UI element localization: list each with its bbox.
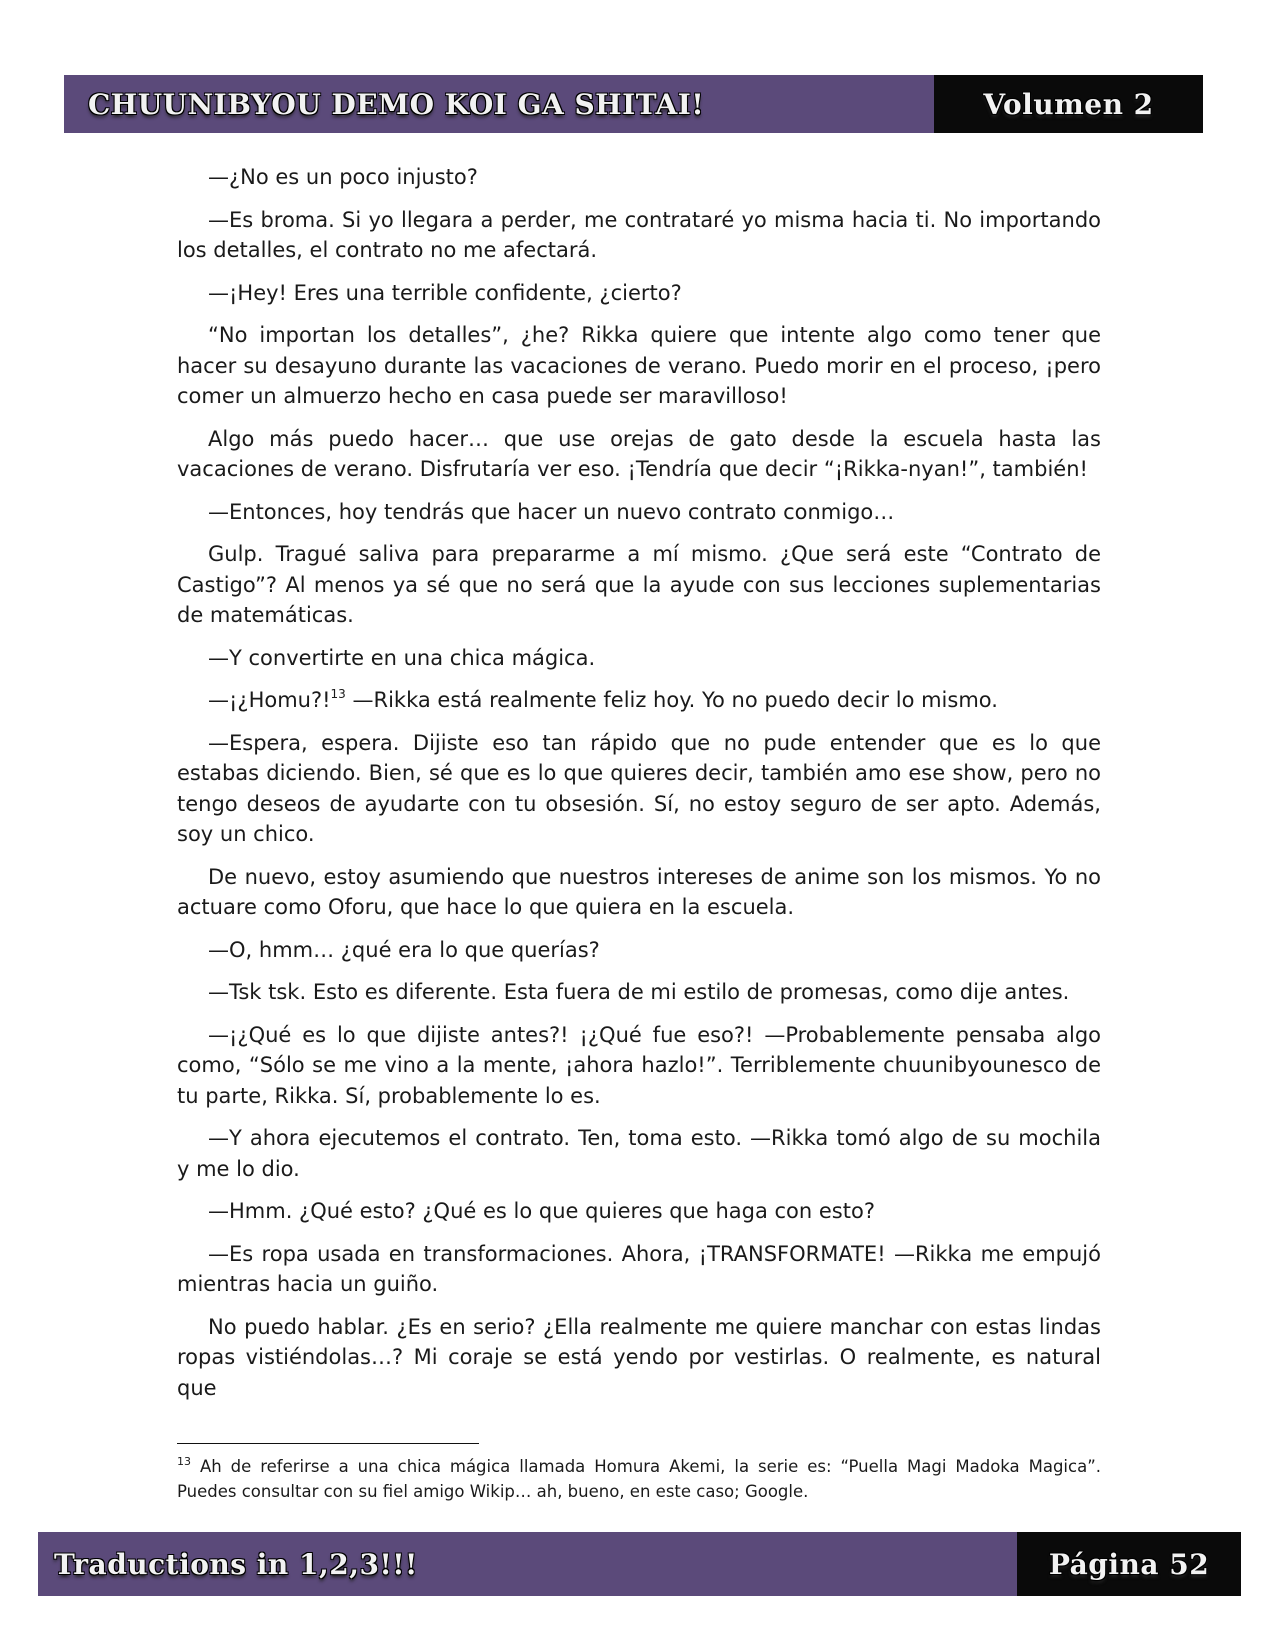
paragraph: —O, hmm… ¿qué era lo que querías? bbox=[208, 937, 600, 962]
paragraph-text: —¡¿Homu?! bbox=[208, 688, 331, 712]
body-text bbox=[177, 162, 1101, 1415]
paragraph: —¿No es un poco injusto? bbox=[208, 165, 478, 189]
header-title-area bbox=[64, 75, 934, 133]
paragraph: —Es broma. Si yo llegara a perder, me contrataré yo misma hacia ti. No importando los detalles, el contrato no me afectará. bbox=[177, 207, 1101, 262]
paragraph: De nuevo, estoy asumiendo que nuestros intereses de anime son los mismos. Yo no actuare como Oforu, que hace lo que quiera en la escuela. bbox=[177, 864, 1101, 919]
volume-label: Volumen 2 bbox=[983, 87, 1154, 121]
paragraph: —Hmm. ¿Qué esto? ¿Qué es lo que quieres que haga con esto? bbox=[208, 1199, 875, 1223]
paragraph: —Y ahora ejecutemos el contrato. Ten, toma esto. —Rikka tomó algo de su mochila y me lo dio. bbox=[177, 1126, 1101, 1181]
footnote-separator bbox=[177, 1443, 479, 1444]
paragraph: —¡¿Qué es lo que dijiste antes?! ¡¿Qué fue eso?! —Probablemente pensaba algo como, “Sólo se me vino a la mente, ¡ahora hazlo!”. Terriblemente chuunibyounesco de tu parte, Rikka. Sí, probablemente lo es. bbox=[177, 1022, 1101, 1108]
translator-credit: Traductions in 1,2,3!!! bbox=[54, 1547, 418, 1581]
footer-page-area bbox=[1017, 1532, 1241, 1596]
footer-credit-area bbox=[38, 1532, 1017, 1596]
paragraph-text: —Rikka está realmente feliz hoy. Yo no puedo decir lo mismo. bbox=[345, 688, 998, 712]
paragraph: —Espera, espera. Dijiste eso tan rápido que no pude entender que es lo que estabas diciendo. Bien, sé que es lo que quieres decir, también amo ese show, pero no tengo deseos de ayudarte con tu obsesión. Sí, no estoy seguro de ser apto. Además, soy un chico. bbox=[177, 730, 1101, 846]
paragraph: Algo más puedo hacer… que use orejas de gato desde la escuela hasta las vacaciones de verano. Disfrutaría ver eso. ¡Tendría que decir “¡Rikka-nyan!”, también! bbox=[177, 426, 1101, 481]
paragraph: Gulp. Tragué saliva para prepararme a mí mismo. ¿Que será este “Contrato de Castigo”? Al menos ya sé que no será que la ayude con sus lecciones suplementarias de matemáticas. bbox=[177, 542, 1101, 627]
paragraph: —Es ropa usada en transformaciones. Ahora, ¡TRANSFORMATE! —Rikka me empujó mientras hacia un guiño. bbox=[177, 1241, 1101, 1296]
page-header bbox=[64, 75, 1203, 133]
paragraph: —Y convertirte en una chica mágica. bbox=[208, 645, 596, 670]
page-footer bbox=[38, 1532, 1241, 1596]
footnote-number: 13 bbox=[177, 1455, 191, 1468]
page-number: Página 52 bbox=[1048, 1547, 1210, 1581]
paragraph-with-footnote bbox=[177, 685, 1101, 716]
header-volume-area bbox=[934, 75, 1203, 133]
paragraph: “No importan los detalles”, ¿he? Rikka quiere que intente algo como tener que hacer su desayuno durante las vacaciones de verano. Puedo morir en el proceso, ¡pero comer un almuerzo hecho en casa puede ser maravilloso! bbox=[177, 323, 1101, 408]
footnote bbox=[177, 1454, 1101, 1504]
paragraph: —¡Hey! Eres una terrible confidente, ¿cierto? bbox=[208, 280, 682, 305]
book-title: CHUUNIBYOU DEMO KOI GA SHITAI! bbox=[88, 87, 705, 121]
paragraph: —Tsk tsk. Esto es diferente. Esta fuera de mi estilo de promesas, como dije antes. bbox=[208, 980, 1070, 1004]
footnote-reference[interactable]: 13 bbox=[330, 687, 346, 701]
footnote-text: Ah de referirse a una chica mágica llamada Homura Akemi, la serie es: “Puella Magi Madoka Magica”. Puedes consultar con su fiel amigo Wikip… ah, bueno, en este caso; Google. bbox=[177, 1457, 1101, 1501]
paragraph: —Entonces, hoy tendrás que hacer un nuevo contrato conmigo… bbox=[208, 499, 895, 524]
paragraph: No puedo hablar. ¿Es en serio? ¿Ella realmente me quiere manchar con estas lindas ropas vistiéndolas…? Mi coraje se está yendo por vestirlas. O realmente, es natural que bbox=[177, 1314, 1101, 1400]
